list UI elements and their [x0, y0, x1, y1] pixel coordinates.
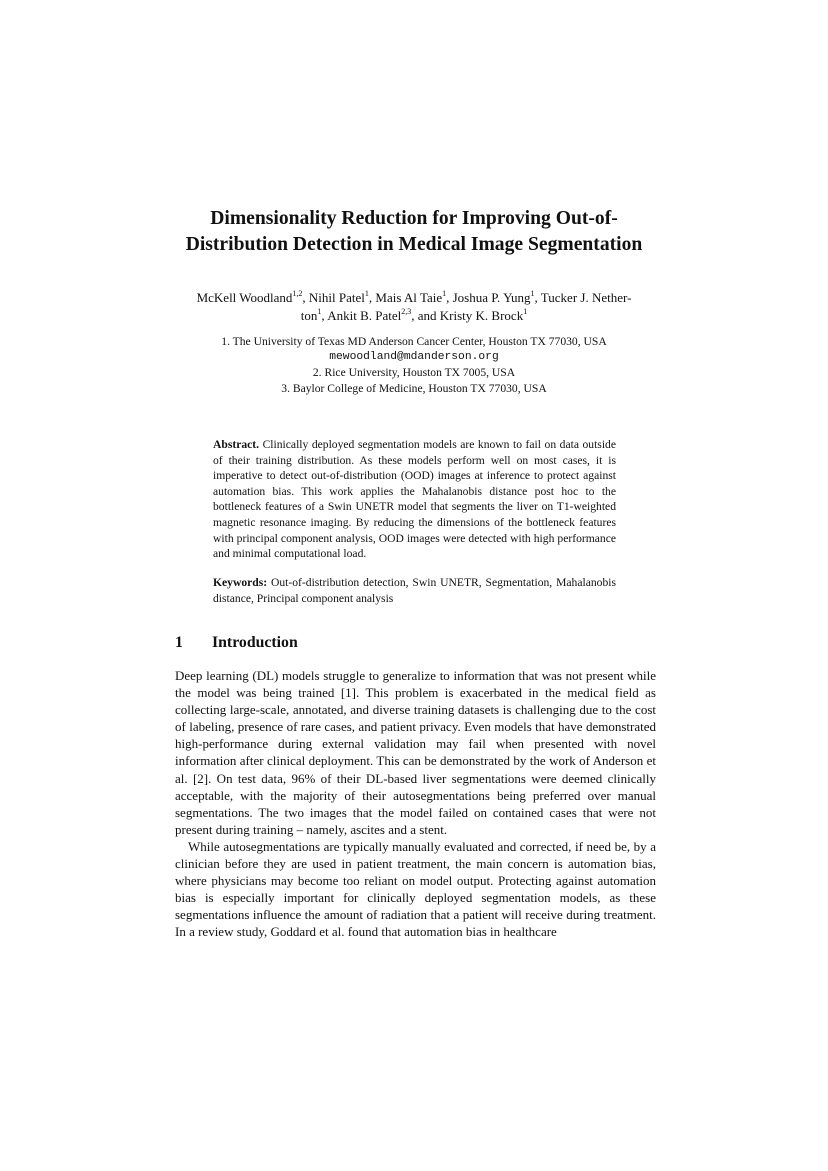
author-name: Nihil Patel — [308, 290, 365, 305]
author-affiliation-marker: 1,2 — [292, 289, 303, 299]
author-affiliation-marker: 1 — [442, 289, 447, 299]
abstract — [213, 437, 616, 562]
author-name: Joshua P. Yung — [452, 290, 531, 305]
author-name: ton — [300, 307, 318, 323]
paragraph-1: Deep learning (DL) models struggle to generalize to information that was not present while the model was being trained [1]. This problem is exacerbated in the medical field as collecting large-scale, annotated, and diverse training datasets is challenging due to the cost of labeling, presence of rare cases, and patient privacy. Even models that have demonstrated high-performance during external validation may fail when presented with novel information after clinical deployment. This can be demonstrated by the work of Anderson et al. [2]. On test data, 96% of their DL-based liver segmentations were deemed clinically acceptable, with the majority of their autosegmentations being preferred over manual segmentations. The two images that the model failed on contained cases that were not present during training – namely, ascites and a stent. — [175, 668, 656, 837]
section-heading — [175, 633, 655, 653]
abstract-text: Clinically deployed segmentation models are known to fail on data outside of their training distribution. As these models perform well on most cases, it is imperative to detect out-of-distribution (OOD) images at inference to protect against automation bias. This work applies the Mahalanobis distance post hoc to the bottleneck features of a Swin UNETR model that segments the liver on T1-weighted magnetic resonance imaging. By reducing the dimensions of the bottleneck features with principal component analysis, OOD images were detected with high performance and minimal computational load. — [213, 438, 616, 561]
affiliation-3: 3. Baylor College of Medicine, Houston TX 77030, USA — [281, 381, 547, 395]
author-name: Tucker J. Nether- — [540, 290, 632, 305]
keywords — [213, 575, 616, 606]
section-title: Introduction — [212, 634, 298, 651]
paper-title — [150, 206, 678, 258]
author-name: Ankit B. Patel — [327, 307, 402, 323]
author-affiliation-marker: 2,3 — [401, 306, 412, 316]
author-name: Kristy K. Brock — [439, 307, 524, 323]
author-name: Mais Al Taie — [375, 290, 443, 305]
paragraph-2: While autosegmentations are typically manually evaluated and corrected, if need be, by a clinician before they are used in patient treatment, the main concern is automation bias, where physicians may become too reliant on model output. Protecting against automation bias is especially important for clinically deployed segmentation models, as these segmentations influence the amount of radiation that a patient will receive during treatment. In a review study, Goddard et al. found that automation bias in healthcare — [175, 838, 656, 940]
title-line-2: Distribution Detection in Medical Image Segmentation — [185, 234, 643, 255]
author-name: McKell Woodland — [196, 290, 293, 305]
author-list — [150, 289, 678, 324]
author-line-2: ton$^1$, Ankit B. Patel$^{2,3}$, and Kristy K. Brock$^1$ — [300, 306, 528, 323]
contact-email[interactable]: mewoodland@mdanderson.org — [329, 350, 499, 363]
keywords-label: Keywords: — [213, 576, 268, 589]
author-affiliation-marker: 1 — [364, 289, 369, 299]
author-affiliation-marker: 1 — [530, 289, 535, 299]
affiliations — [150, 334, 678, 396]
abstract-label: Abstract. — [213, 438, 260, 451]
affiliation-1: 1. The University of Texas MD Anderson Cancer Center, Houston TX 77030, USA — [221, 335, 607, 348]
keywords-text: Out-of-distribution detection, Swin UNETR, Segmentation, Mahalanobis distance, Principal component analysis — [213, 576, 616, 605]
title-line-1: Dimensionality Reduction for Improving Out-of- — [210, 208, 618, 229]
author-line-1: McKell Woodland$^{1,2}$, Nihil Patel$^1$, Mais Al Taie$^1$, Joshua P. Yung$^1$, Tucker J. Nether- — [196, 289, 632, 305]
section-body — [175, 667, 656, 941]
author-affiliation-marker: 1 — [317, 306, 322, 316]
affiliation-2: 2. Rice University, Houston TX 7005, USA — [312, 366, 516, 379]
section-number: 1 — [175, 634, 183, 651]
author-affiliation-marker: 1 — [523, 306, 528, 316]
